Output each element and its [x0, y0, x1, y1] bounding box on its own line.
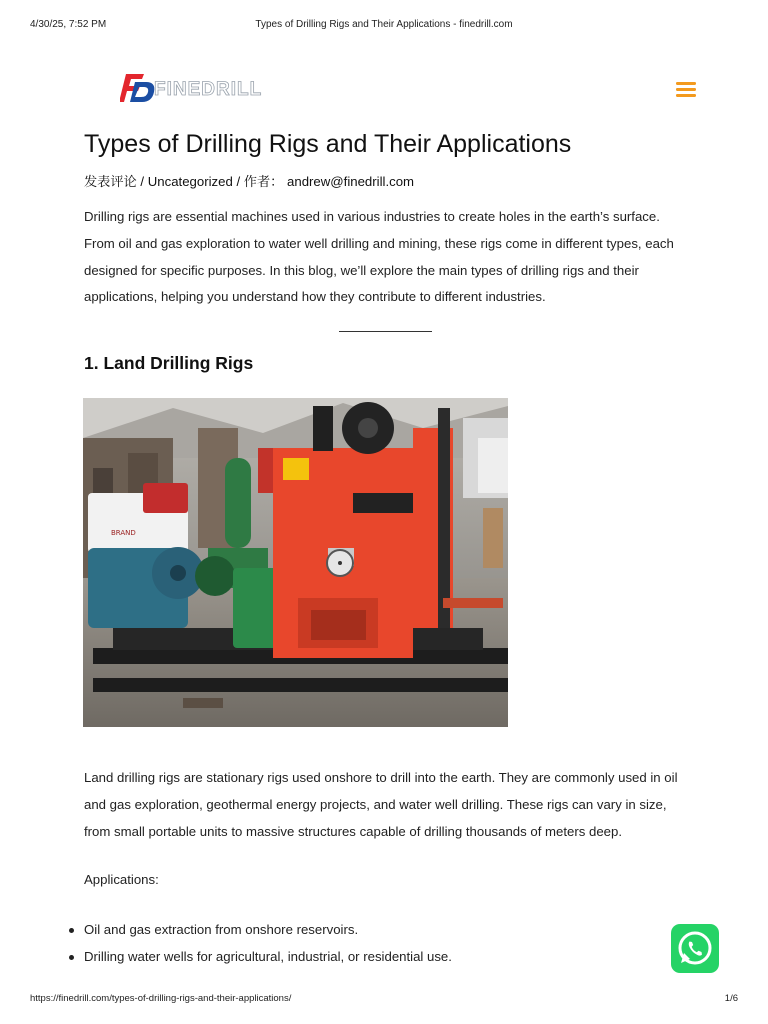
list-item: Drilling water wells for agricultural, industrial, or residential use. [66, 944, 452, 971]
post-title: Types of Drilling Rigs and Their Applications [84, 130, 572, 158]
print-footer [0, 993, 768, 1007]
site-logo-link[interactable] [120, 72, 263, 106]
drilling-rig-image [83, 398, 508, 727]
land-rigs-paragraph: Land drilling rigs are stationary rigs used onshore to drill into the earth. They are commonly used in oil and gas exploration, geothermal energy projects, and water well drilling. These rigs can vary in size, from small portable units to massive structures capable of drilling thousands of meters deep. [84, 770, 678, 839]
print-header [0, 19, 768, 33]
whatsapp-icon [671, 924, 719, 973]
print-doc-title: Types of Drilling Rigs and Their Applications - finedrill.com [255, 19, 513, 30]
author-link[interactable]: andrew@finedrill.com [287, 174, 415, 189]
category-link[interactable]: Uncategorized [147, 174, 233, 189]
section-divider [339, 331, 432, 332]
applications-list [66, 917, 452, 971]
meta-separator: / [232, 174, 244, 189]
print-datetime: 4/30/25, 7:52 PM [30, 19, 107, 30]
site-header [0, 62, 768, 120]
print-url: https://finedrill.com/types-of-drilling-rigs-and-their-applications/ [30, 993, 292, 1004]
print-page-number: 1/6 [724, 993, 738, 1004]
land-drilling-rig-photo [83, 398, 508, 727]
whatsapp-chat-button[interactable] [671, 924, 719, 973]
section-heading-land-rigs: 1. Land Drilling Rigs [84, 353, 254, 373]
post-meta [84, 171, 414, 190]
hamburger-menu-icon [673, 78, 699, 100]
applications-label: Applications: [84, 872, 159, 887]
logo-wordmark: FINEDRILL [154, 79, 263, 100]
intro-paragraph: Drilling rigs are essential machines used in various industries to create holes in the earth’s surface. From oil and gas exploration to water well drilling and mining, these rigs come in different types, each designed for specific purposes. In this blog, we’ll explore the main types of drilling rigs and their applications, helping you understand how they contribute to different industries. [84, 209, 674, 305]
meta-separator: / [136, 174, 148, 189]
finedrill-logo-icon [120, 72, 156, 106]
svg-text:BRAND: BRAND [111, 529, 136, 537]
comment-link[interactable]: 发表评论 [84, 174, 137, 189]
list-item: Oil and gas extraction from onshore reservoirs. [66, 917, 452, 944]
menu-button[interactable] [673, 78, 699, 100]
author-label: 作者： [243, 174, 284, 189]
